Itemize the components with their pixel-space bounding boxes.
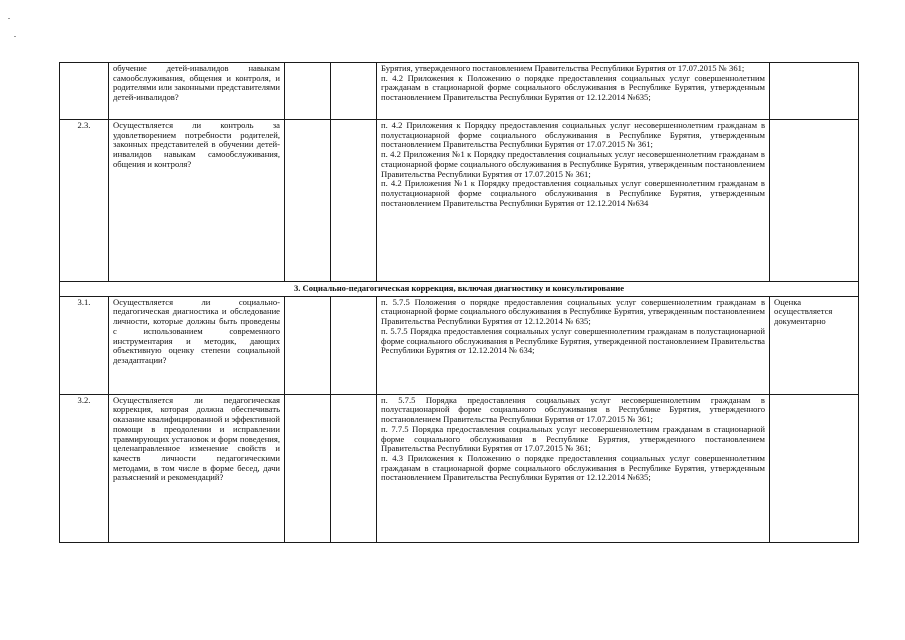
question-cell: обучение детей-инвалидов навыкам самообслуживания, общения и контроля, и родителями или законными представителями детей-инвалидов?	[109, 63, 285, 120]
table-row	[60, 394, 859, 542]
legal-reference: п. 4.2 Приложения №1 к Порядку предоставления социальных услуг совершеннолетним гражданам в полустационарной форме социального обслуживания в Республике Бурятия, утвержденным постановлением Правительства Республики Бурятия от 12.12.2014 №634	[381, 178, 765, 208]
legal-reference: Бурятия, утвержденного постановлением Правительства Республики Бурятия от 17.07.2015 № 361;	[381, 63, 745, 73]
question-cell: Осуществляется ли педагогическая коррекция, которая должна обеспечивать оказание квалифицированной и эффективной помощи в преодолении и исправлении травмирующих установок и форм поведения, целенаправленное изменение свойств и качеств личности педагогическими методами, в том числе в форме бесед, дачи разъяснений и рекомендаций?	[109, 394, 285, 542]
answer-cell-no	[331, 63, 377, 120]
answer-cell-no	[331, 394, 377, 542]
legal-reference-cell	[377, 296, 770, 394]
answer-cell-yes	[285, 394, 331, 542]
legal-reference: п. 4.2 Приложения №1 к Порядку предоставления социальных услуг несовершеннолетним гражданам в стационарной форме социального обслуживания в Республике Бурятия, утвержденным постановлением Правительства Республики Бурятия от 17.07.2015 № 361;	[381, 149, 765, 179]
section-title: 3. Социально-педагогическая коррекция, включая диагностику и консультирование	[60, 282, 859, 297]
legal-reference-cell	[377, 394, 770, 542]
table-row	[60, 63, 859, 120]
row-number-cell: 2.3.	[60, 120, 109, 282]
legal-reference-cell	[377, 63, 770, 120]
scan-speck	[14, 36, 16, 37]
checklist-table	[59, 62, 859, 543]
legal-reference: п. 4.2 Приложения к Положению о порядке предоставления социальных услуг совершеннолетним гражданам в стационарной форме социального обслуживания в Республике Бурятия, утвержденным постановлением Правительства Республики Бурятия от 12.12.2014 №635;	[381, 72, 765, 103]
answer-cell-yes	[285, 63, 331, 120]
legal-reference-cell	[377, 120, 770, 282]
answer-cell-no	[331, 120, 377, 282]
row-number-cell: 3.1.	[60, 296, 109, 394]
legal-reference: п. 7.7.5 Порядка предоставления социальных услуг несовершеннолетним гражданам в стационарной форме социального обслуживания в Республике Бурятия, утвержденного постановлением Правительства Республики Бурятия от 17.07.2015 № 361;	[381, 423, 765, 454]
note-cell	[770, 394, 859, 542]
question-cell: Осуществляется ли контроль за удовлетворением потребности родителей, законных представителей в обучении детей-инвалидов навыкам самообслуживания, общения и контроля?	[109, 120, 285, 282]
section-header-row	[60, 282, 859, 297]
legal-reference: п. 5.7.5 Порядка предоставления социальных услуг совершеннолетним гражданам в полустационарной форме социального обслуживания в Республике Бурятия, утвержденной постановлением Правительства Республики Бурятия от 12.12.2014 № 634;	[381, 325, 765, 356]
row-number-cell	[60, 63, 109, 120]
legal-reference: п. 4.2 Приложения к Порядку предоставления социальных услуг несовершеннолетним гражданам в полустационарной форме социального обслуживания в Республике Бурятия, утвержденным постановлением Правительства Республики Бурятия от 17.07.2015 № 361;	[381, 120, 765, 150]
legal-reference: п. 5.7.5 Положения о порядке предоставления социальных услуг совершеннолетним гражданам в стационарной форме социального обслуживания в Республике Бурятия, утвержденным постановлением Правительства Республики Бурятия от 12.12.2014 № 635;	[381, 296, 765, 327]
note-cell: Оценка осуществляется документарно	[770, 296, 859, 394]
note-cell	[770, 63, 859, 120]
question-cell: Осуществляется ли социально-педагогическая диагностика и обследование личности, которые должны быть проведены с использованием современного инструментария и методик, дающих объективную оценку степени социальной дезадаптации?	[109, 296, 285, 394]
scan-speck	[8, 18, 10, 19]
answer-cell-no	[331, 296, 377, 394]
legal-reference: п. 4.3 Приложения к Положению о порядке предоставления социальных услуг совершеннолетним гражданам в стационарной форме социального обслуживания в Республике Бурятия, утвержденным постановлением Правительства Республики Бурятия от 12.12.2014 №635;	[381, 452, 765, 483]
table-row	[60, 120, 859, 282]
note-cell	[770, 120, 859, 282]
answer-cell-yes	[285, 120, 331, 282]
table-row	[60, 296, 859, 394]
row-number-cell: 3.2.	[60, 394, 109, 542]
answer-cell-yes	[285, 296, 331, 394]
legal-reference: п. 5.7.5 Порядка предоставления социальных услуг несовершеннолетним гражданам в полустационарной форме социального обслуживания в Республике Бурятия, утвержденного постановлением Правительства Республики Бурятия от 17.07.2015 № 361;	[381, 394, 765, 425]
